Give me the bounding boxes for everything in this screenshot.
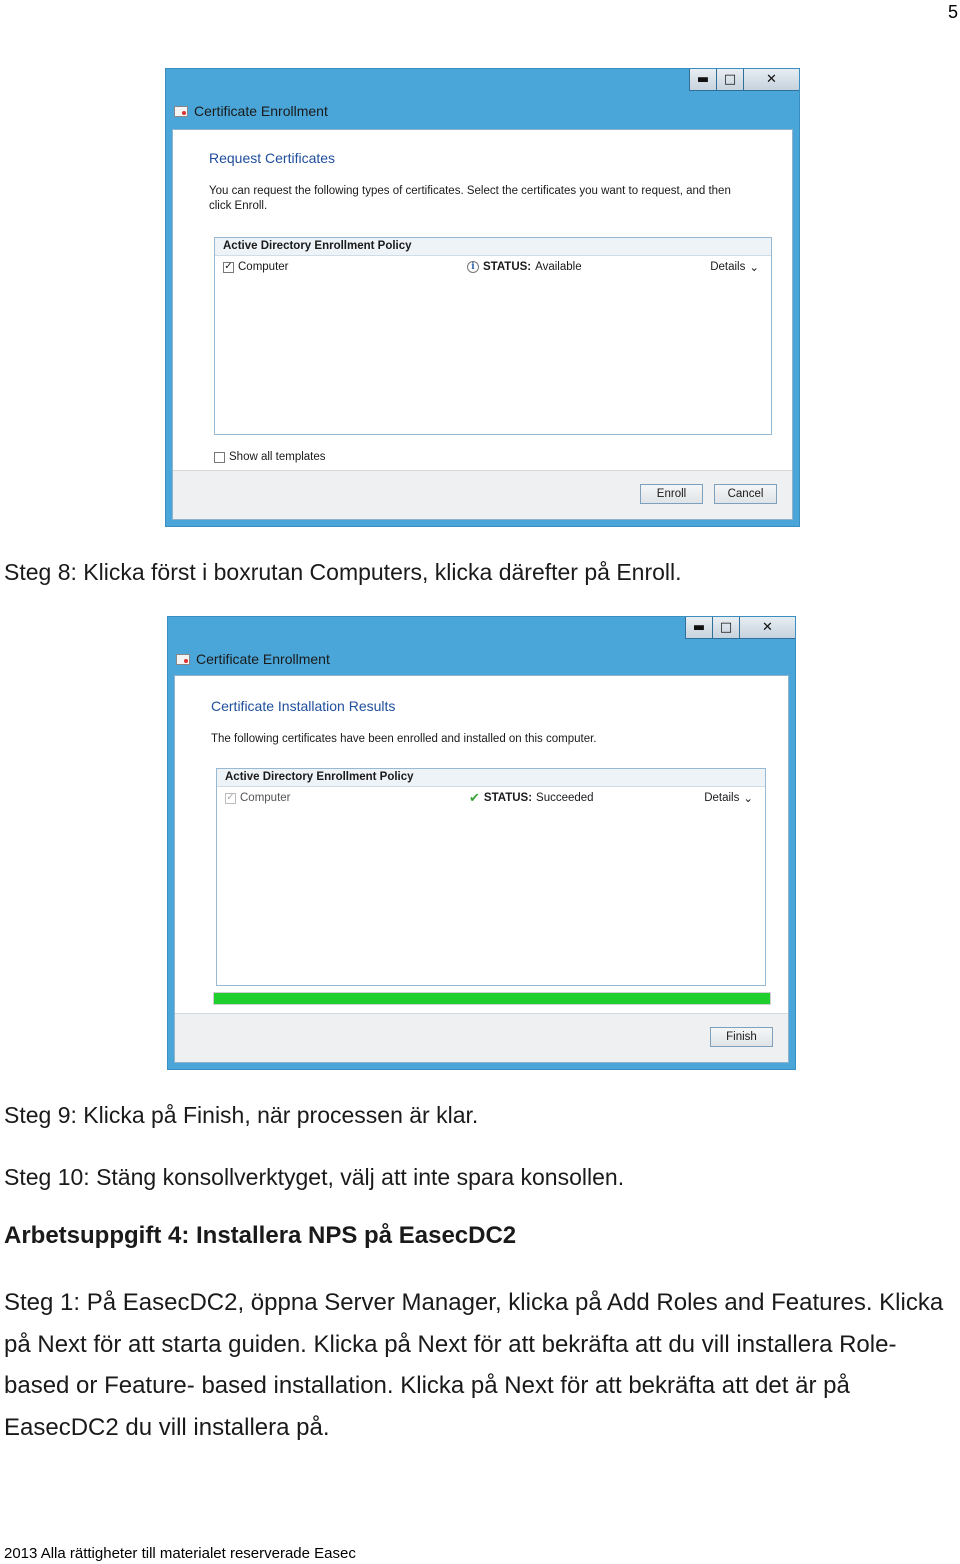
chevron-down-icon: ⌄: [743, 793, 753, 805]
page-description: You can request the following types of certificates. Select the certificates you want to request, and then click Enroll.: [209, 185, 731, 212]
page-description: The following certificates have been enrolled and installed on this computer.: [211, 733, 597, 745]
page-footer: 2013 Alla rättigheter till materialet reserverade Easec: [4, 1545, 356, 1562]
policy-header: Active Directory Enrollment Policy: [215, 238, 771, 256]
certificate-row-computer[interactable]: [215, 256, 771, 278]
certificate-enrollment-dialog-request: [165, 68, 800, 527]
status-value: Succeeded: [536, 792, 594, 804]
window-controls: [685, 617, 795, 639]
progress-bar: [213, 992, 771, 1005]
status-label: STATUS:: [483, 792, 533, 804]
dialog-title: [174, 103, 328, 119]
checkmark-icon: ✔: [469, 790, 480, 806]
certificate-enrollment-dialog-results: [167, 616, 796, 1070]
caption-step-9: Steg 9: Klicka på Finish, när processen är klar.: [4, 1102, 479, 1128]
certificate-row-computer: [217, 787, 765, 809]
page-heading: Certificate Installation Results: [211, 698, 396, 714]
dialog-body: [172, 129, 793, 520]
minimize-button[interactable]: ▬: [689, 69, 716, 91]
dialog-footer: [175, 1013, 788, 1062]
section-heading: Arbetsuppgift 4: Installera NPS på EasecDC2: [4, 1222, 517, 1249]
show-all-templates[interactable]: [214, 451, 326, 463]
computer-checkbox: ✓: [226, 792, 235, 803]
caption-step-10: Steg 10: Stäng konsollverktyget, välj att inte spara konsollen.: [4, 1164, 625, 1190]
show-all-checkbox[interactable]: [214, 452, 225, 463]
enrollment-policy-list: [214, 237, 772, 435]
dialog-body: [174, 675, 789, 1063]
page-number: 5: [947, 2, 958, 22]
details-label: Details: [710, 261, 746, 273]
info-icon: i: [467, 261, 479, 273]
page-heading: Request Certificates: [209, 150, 336, 166]
dialog-title-text: Certificate Enrollment: [194, 103, 328, 119]
computer-checkbox[interactable]: ✓: [224, 261, 233, 272]
dialog-title: [176, 651, 330, 667]
details-label: Details: [704, 792, 740, 804]
dialog-title-text: Certificate Enrollment: [196, 651, 330, 667]
progress-fill: [214, 993, 770, 1004]
minimize-button[interactable]: ▬: [685, 617, 712, 639]
details-toggle[interactable]: [704, 791, 753, 805]
finish-button[interactable]: Finish: [710, 1027, 773, 1047]
enrollment-policy-list: [216, 768, 766, 986]
status-label: STATUS:: [483, 261, 532, 273]
window-controls: [689, 69, 799, 91]
maximize-button[interactable]: □: [716, 69, 743, 91]
certificate-name: Computer: [238, 261, 289, 273]
certificate-name: Computer: [240, 792, 291, 804]
details-toggle[interactable]: [710, 260, 759, 274]
certificate-status: [467, 261, 582, 273]
chevron-down-icon: ⌄: [749, 262, 759, 274]
close-button[interactable]: ✕: [743, 69, 799, 91]
certificate-icon: [174, 106, 188, 117]
enroll-button[interactable]: Enroll: [640, 484, 703, 504]
dialog-footer: [173, 470, 792, 519]
certificate-status: [469, 791, 594, 806]
cancel-button[interactable]: Cancel: [714, 484, 777, 504]
policy-header: Active Directory Enrollment Policy: [217, 769, 765, 787]
maximize-button[interactable]: □: [712, 617, 739, 639]
close-button[interactable]: ✕: [739, 617, 795, 639]
show-all-label: Show all templates: [229, 451, 326, 463]
certificate-icon: [176, 654, 190, 665]
status-value: Available: [535, 261, 582, 273]
body-paragraph: Steg 1: På EasecDC2, öppna Server Manager, klicka på Add Roles and Features. Klicka på Next för att starta guiden. Klicka på Next för att bekräfta att du vill installera Role-based or Feature- based installation. Klicka på Next för att bekräfta att det är på EasecDC2 du vill installera på.: [4, 1289, 944, 1441]
caption-step-8: Steg 8: Klicka först i boxrutan Computers, klicka därefter på Enroll.: [4, 559, 682, 585]
